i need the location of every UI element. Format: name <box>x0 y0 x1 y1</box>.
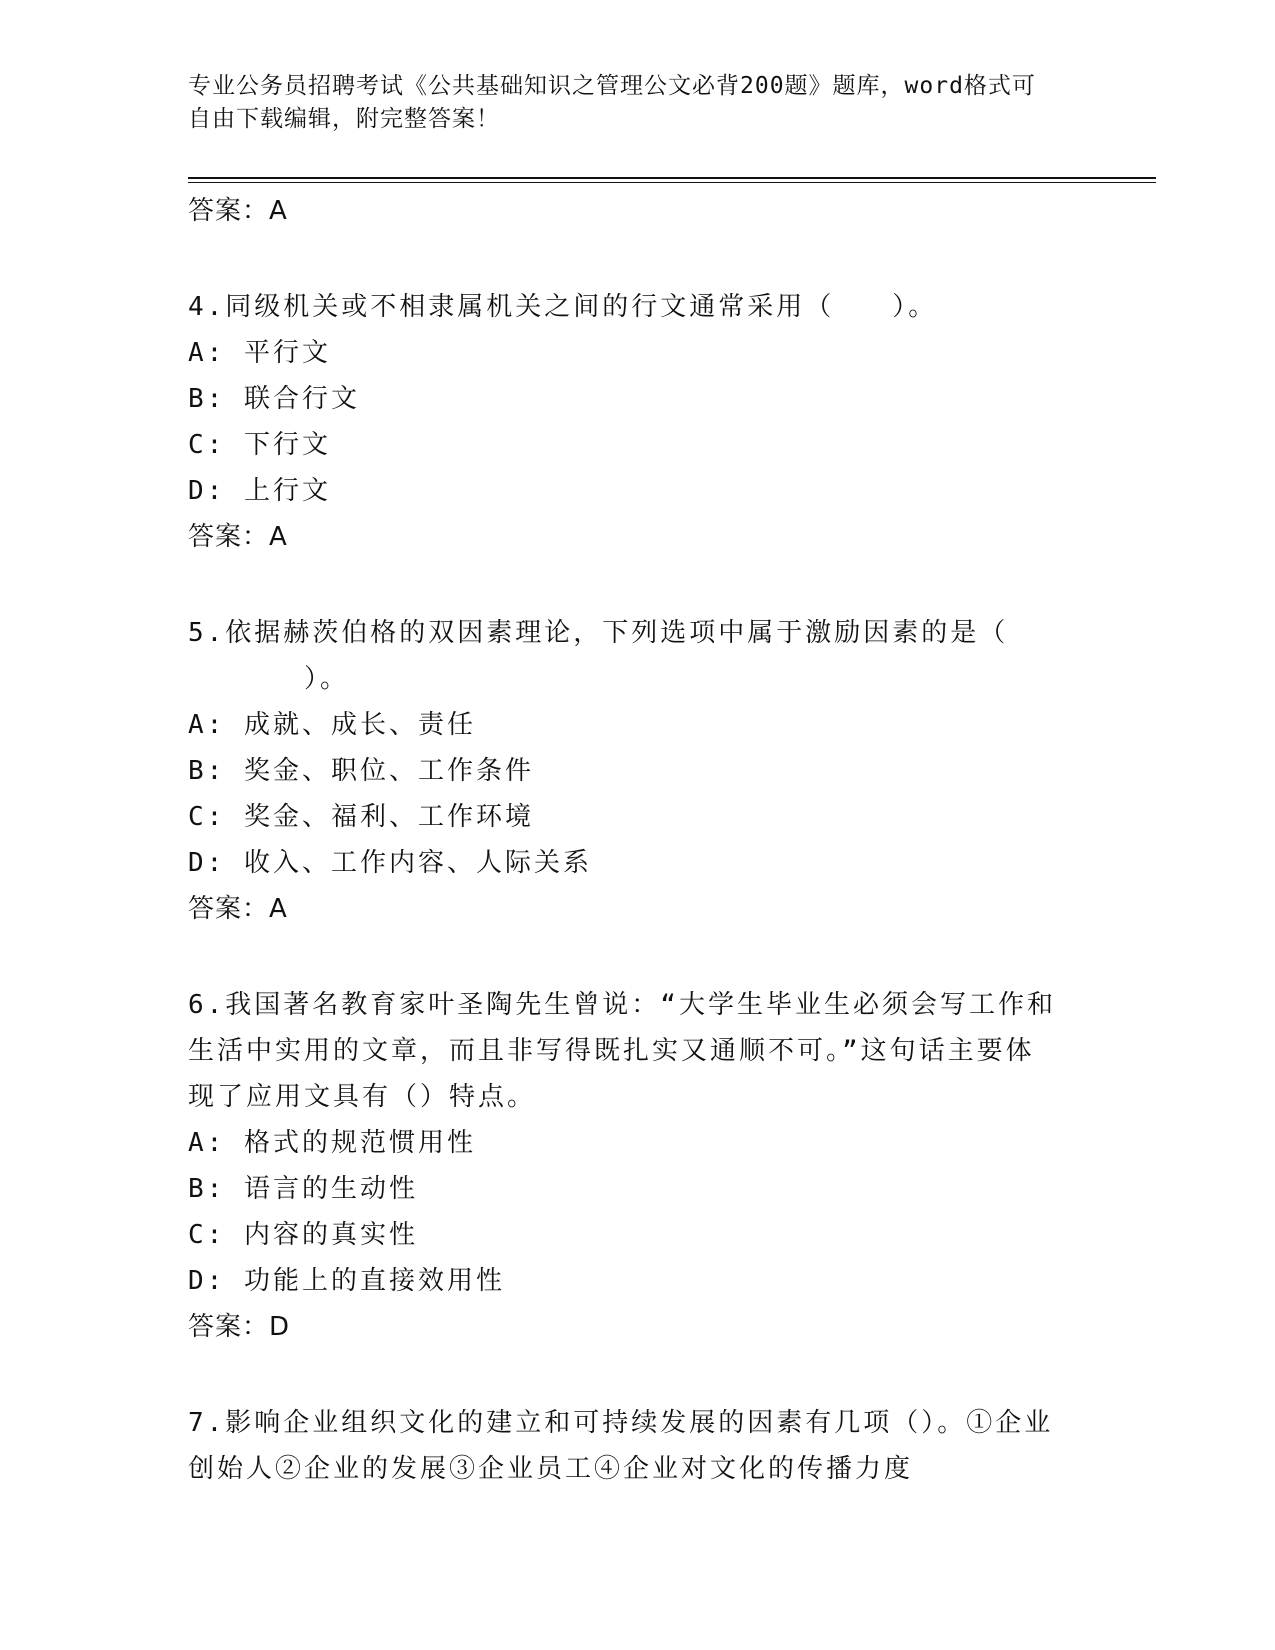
question-6-option-b: B: 语言的生动性 <box>188 1174 418 1204</box>
question-5-option-d: D: 收入、工作内容、人际关系 <box>188 848 592 878</box>
question-5-option-a: A: 成就、成长、责任 <box>188 710 476 740</box>
question-5 <box>188 610 1068 932</box>
question-5-text <box>188 610 1068 702</box>
question-4-option-c: C: 下行文 <box>188 430 331 460</box>
header-rule <box>188 177 1156 179</box>
header-line-1: 专业公务员招聘考试《公共基础知识之管理公文必背200题》题库，word格式可 <box>188 73 1036 99</box>
question-6-answer: 答案：D <box>188 1312 291 1342</box>
question-5-option-b: B: 奖金、职位、工作条件 <box>188 756 534 786</box>
question-7-text-line-2: 创始人②企业的发展③企业员工④企业对文化的传播力度 <box>188 1454 914 1484</box>
question-4 <box>188 284 1068 560</box>
question-5-answer: 答案：A <box>188 894 288 924</box>
question-6-option-d: D: 功能上的直接效用性 <box>188 1266 505 1296</box>
question-4-option-a: A: 平行文 <box>188 338 331 368</box>
question-4-answer: 答案：A <box>188 522 288 552</box>
question-5-text-line-1: 5.依据赫茨伯格的双因素理论，下列选项中属于激励因素的是（ <box>188 618 1009 648</box>
question-6-text <box>188 982 1068 1120</box>
header-rule-thin <box>188 182 1156 183</box>
question-6-text-line-2: 生活中实用的文章，而且非写得既扎实又通顺不可。”这句话主要体 <box>188 1036 1035 1066</box>
question-6-option-c: C: 内容的真实性 <box>188 1220 418 1250</box>
question-4-option-d: D: 上行文 <box>188 476 331 506</box>
question-7-text <box>188 1400 1068 1492</box>
question-list <box>188 188 1068 1492</box>
question-5-text-line-2: ）。 <box>304 664 350 694</box>
answer-previous: 答案：A <box>188 196 288 226</box>
question-4-option-b: B: 联合行文 <box>188 384 360 414</box>
question-7-text-line-1: 7.影响企业组织文化的建立和可持续发展的因素有几项（）。①企业 <box>188 1408 1054 1438</box>
question-4-text: 4.同级机关或不相隶属机关之间的行文通常采用（ ）。 <box>188 292 938 322</box>
document-header <box>188 70 1068 136</box>
question-6-text-line-1: 6.我国著名教育家叶圣陶先生曾说：“大学生毕业生必须会写工作和 <box>188 990 1056 1020</box>
question-6 <box>188 982 1068 1350</box>
question-5-option-c: C: 奖金、福利、工作环境 <box>188 802 534 832</box>
question-6-text-line-3: 现了应用文具有（）特点。 <box>188 1082 537 1112</box>
question-7 <box>188 1400 1068 1492</box>
header-line-2: 自由下载编辑，附完整答案！ <box>188 106 500 132</box>
question-6-option-a: A: 格式的规范惯用性 <box>188 1128 476 1158</box>
